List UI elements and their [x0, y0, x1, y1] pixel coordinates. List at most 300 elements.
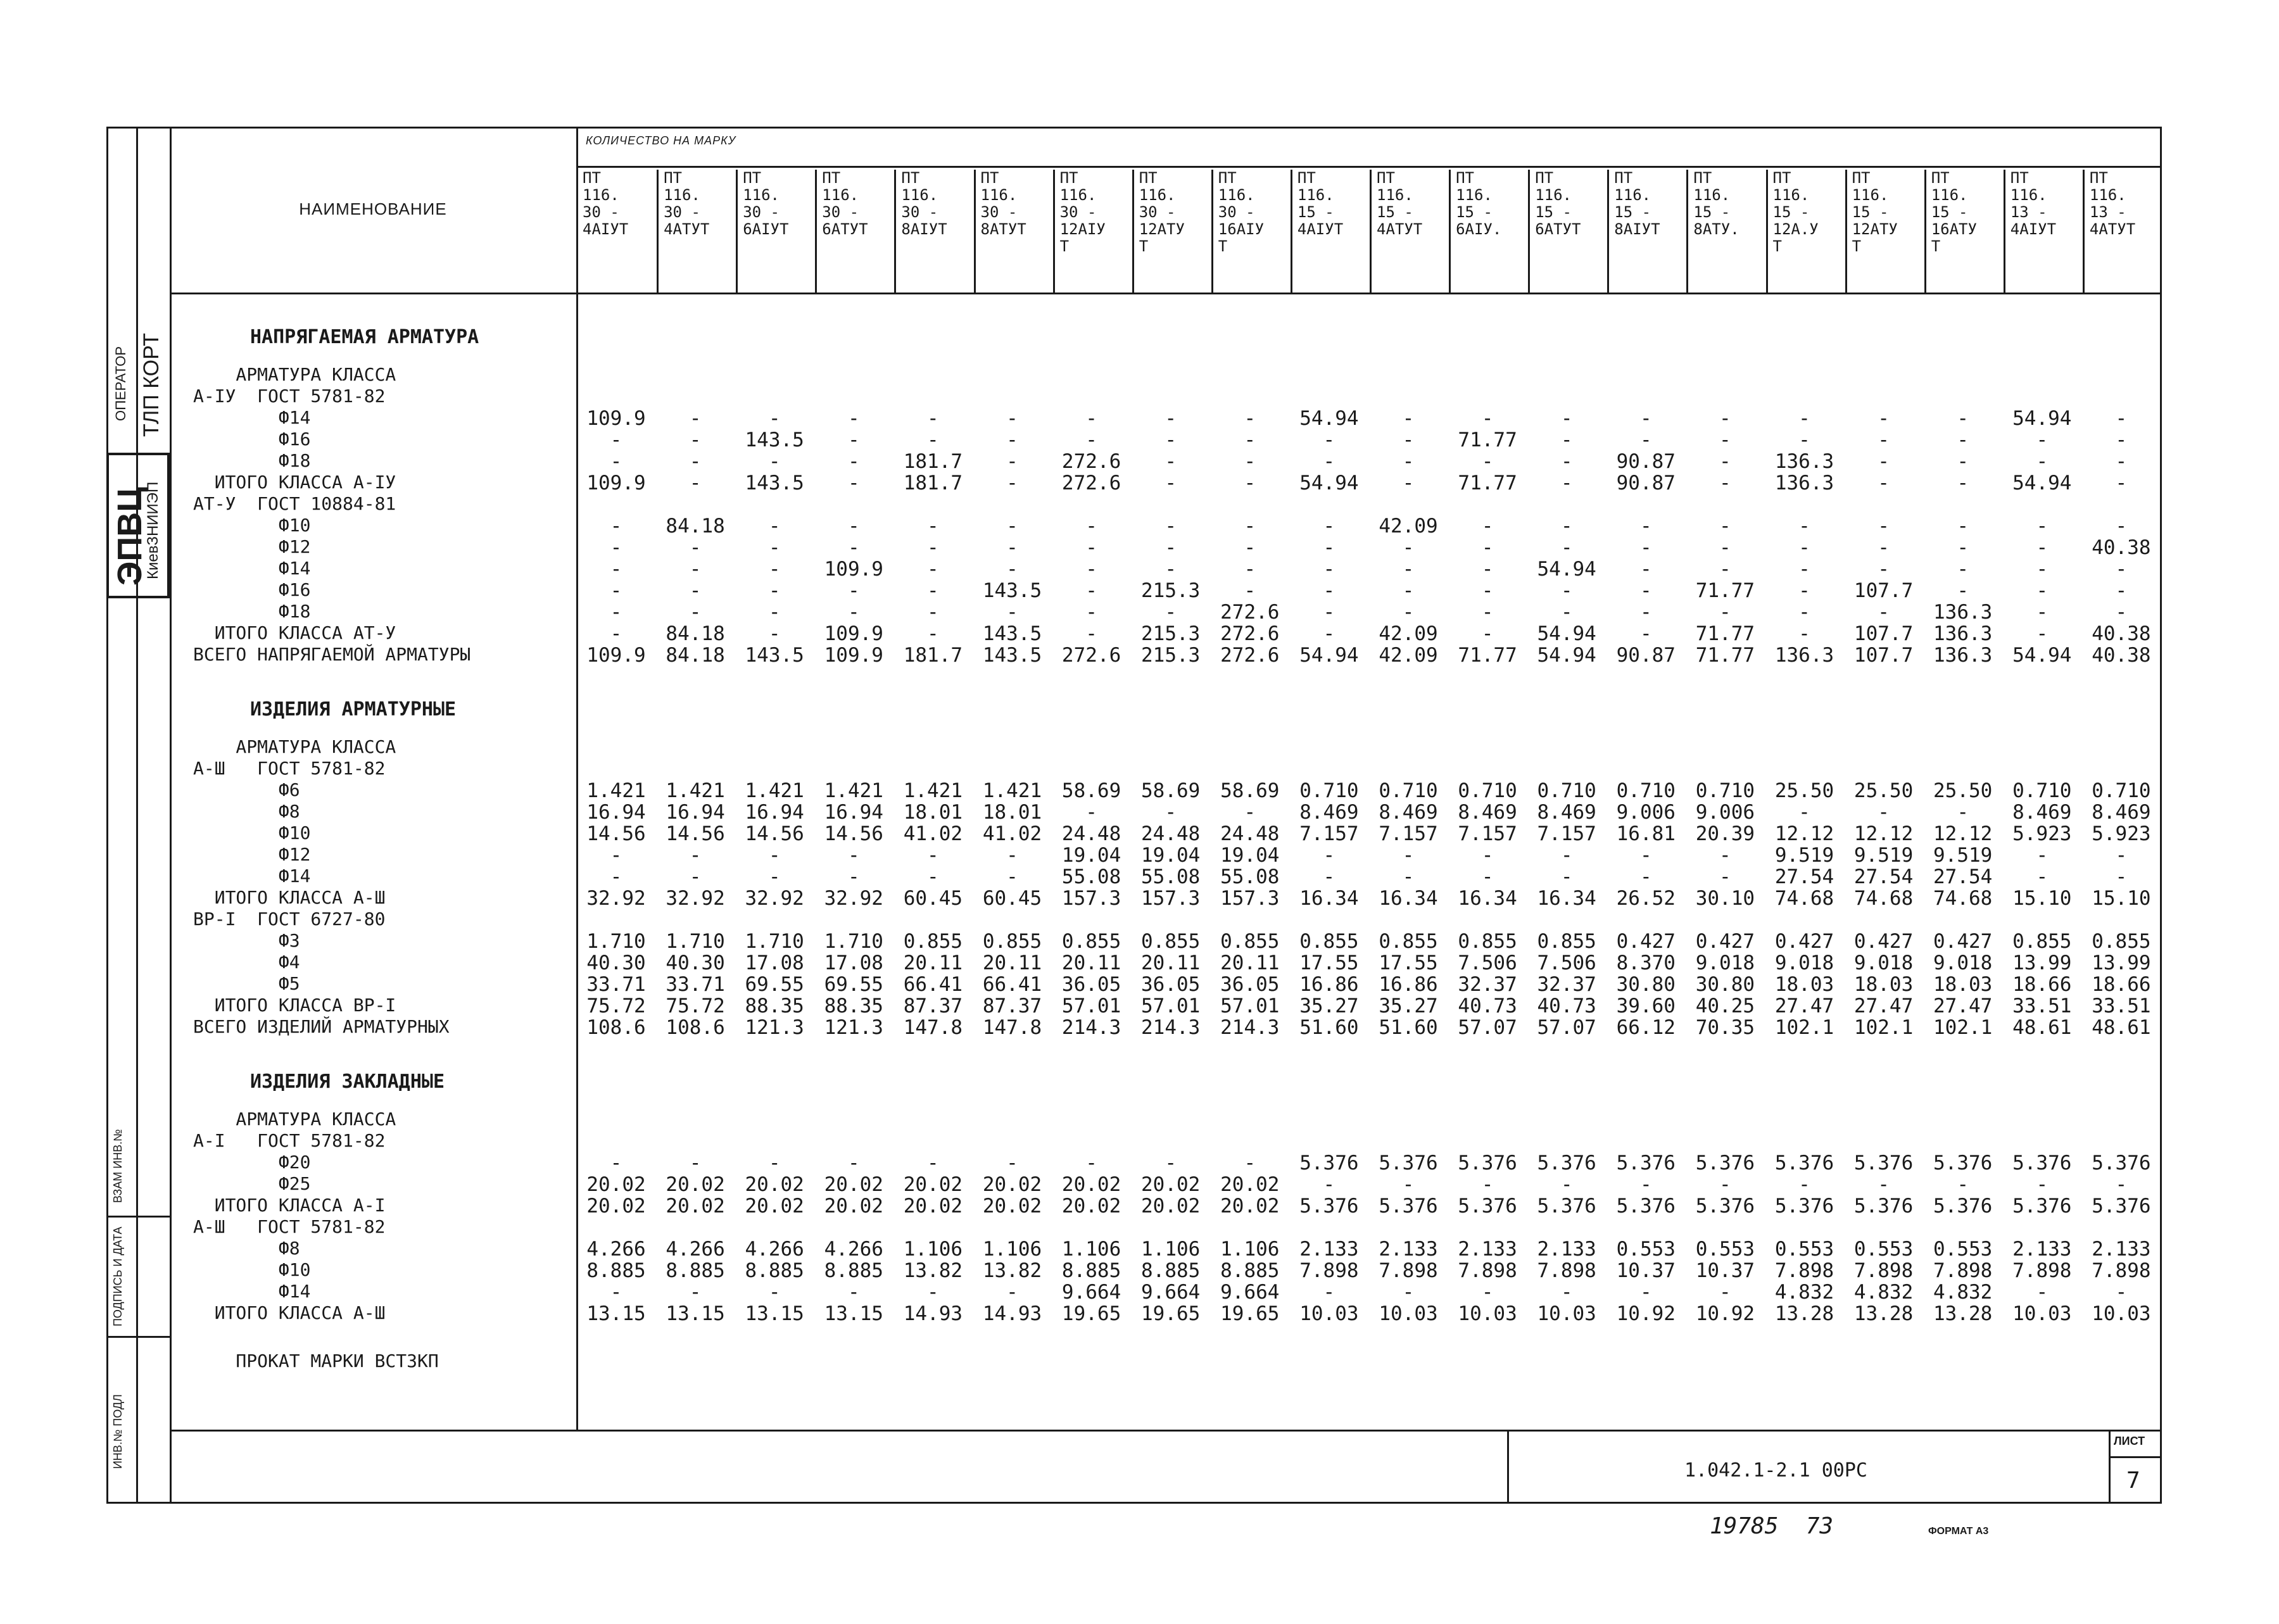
table-cell: 33.51 [2012, 995, 2072, 1017]
table-cell: - [1878, 450, 1890, 473]
table-cell: 0.855 [1458, 930, 1517, 953]
table-cell: - [1165, 515, 1177, 538]
table-cell: 2.133 [1537, 1238, 1596, 1261]
table-cell: - [768, 536, 781, 559]
table-cell: 30.10 [1695, 887, 1755, 910]
table-cell: - [1560, 536, 1573, 559]
table-cell: 109.9 [824, 644, 883, 667]
table-cell: - [768, 558, 781, 581]
table-cell: - [689, 866, 702, 888]
table-cell: 8.370 [1616, 952, 1676, 974]
table-cell: - [1006, 844, 1018, 867]
table-cell: - [1719, 844, 1731, 867]
table-cell: 70.35 [1695, 1016, 1755, 1039]
table-cell: - [1085, 407, 1097, 430]
table-cell: 5.376 [2012, 1152, 2072, 1174]
table-cell: 40.73 [1537, 995, 1596, 1017]
row-label: ВСЕГО ИЗДЕЛИЙ АРМАТУРНЫХ [193, 1016, 450, 1037]
table-cell: 36.05 [1141, 973, 1201, 996]
table-cell: - [1957, 536, 1969, 559]
side-field-inv-orig: ИНВ.№ ПОДЛ [111, 1394, 124, 1469]
row-label: Ф18 [193, 601, 311, 622]
strip-divider-2 [170, 127, 172, 1504]
table-cell: 20.02 [1061, 1173, 1121, 1196]
table-cell: 136.3 [1933, 622, 1993, 645]
footer-divider [1507, 1430, 1509, 1504]
footer-sheet-line [2109, 1456, 2162, 1458]
table-cell: 136.3 [1933, 644, 1993, 667]
table-cell: 7.898 [2092, 1259, 2151, 1282]
table-cell: - [1323, 429, 1335, 451]
table-cell: - [1006, 1281, 1018, 1304]
table-cell: 9.664 [1220, 1281, 1280, 1304]
table-cell: 0.855 [2092, 930, 2151, 953]
mark-header-12: ПТ 116. 15 - 6АIУ. [1449, 170, 1528, 294]
table-cell: - [689, 558, 702, 581]
table-cell: 36.05 [1220, 973, 1280, 996]
row-label: А-Ш ГОСТ 5781-82 [193, 1216, 386, 1237]
table-cell: - [2115, 844, 2128, 867]
row-label: Ф20 [193, 1152, 311, 1173]
table-cell: - [1244, 407, 1256, 430]
table-cell: 74.68 [1774, 887, 1834, 910]
mark-header-9: ПТ 116. 30 - 16АIУ Т [1211, 170, 1291, 294]
table-cell: 20.11 [1141, 952, 1201, 974]
table-cell: - [1560, 1281, 1573, 1304]
table-cell: 143.5 [745, 472, 804, 494]
table-cell: 0.553 [1695, 1238, 1755, 1261]
table-cell: - [1006, 558, 1018, 581]
table-cell: 51.60 [1379, 1016, 1438, 1039]
table-cell: - [2036, 601, 2049, 624]
table-cell: - [927, 558, 939, 581]
table-cell: 71.77 [1695, 579, 1755, 602]
table-cell: 109.9 [586, 644, 646, 667]
row-label: ИТОГО КЛАССА А-Ш [193, 1302, 386, 1323]
table-cell: 84.18 [666, 644, 725, 667]
table-cell: - [1481, 1281, 1494, 1304]
table-cell: 12.12 [1853, 822, 1914, 845]
table-cell: - [2115, 866, 2128, 888]
table-cell: 8.885 [745, 1259, 804, 1282]
side-org-label: ТЛП КОРТ [139, 332, 163, 437]
table-cell: 32.37 [1537, 973, 1596, 996]
table-cell: 33.71 [666, 973, 725, 996]
table-cell: - [2036, 1173, 2049, 1196]
strip-divider-1 [136, 127, 138, 1504]
table-cell: - [2115, 579, 2128, 602]
table-cell: 90.87 [1616, 472, 1676, 494]
table-cell: - [1481, 579, 1494, 602]
table-cell: 136.3 [1774, 472, 1834, 494]
table-cell: 1.710 [666, 930, 725, 953]
table-cell: 7.898 [1299, 1259, 1359, 1282]
table-cell: 9.664 [1061, 1281, 1121, 1304]
table-cell: - [1957, 515, 1969, 538]
table-cell: - [1244, 579, 1256, 602]
table-cell: 1.106 [1061, 1238, 1121, 1261]
table-cell: 42.09 [1379, 515, 1438, 538]
table-cell: 13.28 [1853, 1302, 1914, 1325]
table-cell: 4.266 [586, 1238, 646, 1261]
table-cell: 272.6 [1220, 601, 1280, 624]
sheet-number: 7 [2126, 1468, 2140, 1494]
row-label: Ф10 [193, 515, 311, 536]
table-cell: 33.71 [586, 973, 646, 996]
table-cell: - [1957, 579, 1969, 602]
table-cell: 7.898 [1774, 1259, 1834, 1282]
table-cell: 10.37 [1695, 1259, 1755, 1282]
table-cell: 10.37 [1616, 1259, 1676, 1282]
table-cell: - [2036, 515, 2049, 538]
table-cell: - [927, 515, 939, 538]
table-cell: - [689, 536, 702, 559]
table-cell: - [1560, 407, 1573, 430]
table-cell: 20.02 [903, 1195, 963, 1218]
table-cell: - [1165, 601, 1177, 624]
table-cell: 58.69 [1061, 779, 1121, 802]
table-cell: 14.56 [666, 822, 725, 845]
table-cell: 2.133 [2092, 1238, 2151, 1261]
table-cell: 0.427 [1695, 930, 1755, 953]
table-cell: 7.157 [1299, 822, 1359, 845]
table-cell: - [768, 579, 781, 602]
table-cell: - [2036, 866, 2049, 888]
table-cell: 5.376 [2012, 1195, 2072, 1218]
table-cell: 1.421 [745, 779, 804, 802]
table-cell: 0.427 [1774, 930, 1834, 953]
table-cell: - [1560, 1173, 1573, 1196]
table-cell: - [1402, 558, 1415, 581]
table-cell: - [1165, 1152, 1177, 1174]
row-label: ИТОГО КЛАССА А-IУ [193, 472, 396, 493]
table-cell: - [2115, 1173, 2128, 1196]
table-cell: - [1957, 429, 1969, 451]
table-cell: 8.469 [2012, 801, 2072, 824]
table-cell: 5.923 [2092, 822, 2151, 845]
table-cell: - [1085, 429, 1097, 451]
table-cell: - [1798, 536, 1810, 559]
table-cell: - [2036, 622, 2049, 645]
table-cell: 10.92 [1695, 1302, 1755, 1325]
table-cell: 15.10 [2092, 887, 2151, 910]
table-cell: - [1878, 515, 1890, 538]
table-cell: 60.45 [982, 887, 1042, 910]
table-cell: 2.133 [1379, 1238, 1438, 1261]
table-cell: 84.18 [666, 515, 725, 538]
table-cell: - [1719, 601, 1731, 624]
table-cell: 18.01 [903, 801, 963, 824]
table-cell: 17.08 [824, 952, 883, 974]
table-cell: 1.710 [586, 930, 646, 953]
table-cell: - [1244, 558, 1256, 581]
table-cell: - [2115, 1281, 2128, 1304]
table-cell: 57.07 [1537, 1016, 1596, 1039]
table-cell: 60.45 [903, 887, 963, 910]
table-cell: - [1560, 844, 1573, 867]
table-cell: 7.898 [1458, 1259, 1517, 1282]
table-cell: - [1006, 601, 1018, 624]
table-cell: - [610, 558, 622, 581]
side-stamp-sub: КиевЗНИИЭП [144, 481, 161, 579]
table-cell: - [1085, 579, 1097, 602]
table-cell: - [610, 866, 622, 888]
table-cell: - [1481, 866, 1494, 888]
table-cell: 13.99 [2012, 952, 2072, 974]
table-cell: 0.855 [1141, 930, 1201, 953]
table-cell: 16.86 [1299, 973, 1359, 996]
table-cell: 5.923 [2012, 822, 2072, 845]
table-cell: - [2036, 558, 2049, 581]
table-cell: 71.77 [1695, 622, 1755, 645]
table-cell: 7.898 [1379, 1259, 1438, 1282]
section-heading: ИЗДЕЛИЯ АРМАТУРНЫЕ [250, 698, 457, 721]
table-cell: 75.72 [666, 995, 725, 1017]
table-cell: - [1085, 601, 1097, 624]
mark-header-19: ПТ 116. 13 - 4АIУТ [2004, 170, 2083, 294]
row-label: Ф12 [193, 844, 311, 865]
table-cell: 20.02 [586, 1195, 646, 1218]
table-cell: 16.34 [1379, 887, 1438, 910]
table-cell: 4.832 [1853, 1281, 1914, 1304]
table-cell: 48.61 [2092, 1016, 2151, 1039]
table-cell: 39.60 [1616, 995, 1676, 1017]
table-cell: 8.885 [824, 1259, 883, 1282]
row-label: Ф4 [193, 952, 300, 973]
table-cell: 8.469 [1458, 801, 1517, 824]
table-cell: 14.93 [982, 1302, 1042, 1325]
table-cell: - [927, 579, 939, 602]
table-cell: - [1323, 1173, 1335, 1196]
table-cell: 54.94 [2012, 407, 2072, 430]
table-cell: 9.018 [1774, 952, 1834, 974]
table-cell: 9.018 [1933, 952, 1993, 974]
table-cell: - [2036, 1281, 2049, 1304]
table-cell: 54.94 [1299, 407, 1359, 430]
table-cell: - [1560, 515, 1573, 538]
table-cell: 1.421 [903, 779, 963, 802]
table-cell: 20.02 [1220, 1173, 1280, 1196]
table-cell: - [1719, 558, 1731, 581]
table-cell: 13.28 [1774, 1302, 1834, 1325]
row-label: ПРОКАТ МАРКИ ВСТЗКП [193, 1350, 439, 1371]
table-cell: - [1639, 429, 1652, 451]
table-cell: 10.92 [1616, 1302, 1676, 1325]
table-cell: 20.39 [1695, 822, 1755, 845]
table-cell: 57.01 [1061, 995, 1121, 1017]
table-cell: - [927, 622, 939, 645]
table-cell: - [1085, 515, 1097, 538]
table-cell: 0.427 [1933, 930, 1993, 953]
table-cell: - [1957, 558, 1969, 581]
table-cell: - [927, 1281, 939, 1304]
row-label: А-IУ ГОСТ 5781-82 [193, 386, 386, 406]
table-cell: 1.106 [1141, 1238, 1201, 1261]
qty-header: КОЛИЧЕСТВО НА МАРКУ [586, 134, 736, 147]
table-cell: - [927, 866, 939, 888]
table-cell: 54.94 [2012, 472, 2072, 494]
table-cell: 8.885 [666, 1259, 725, 1282]
table-cell: - [1323, 866, 1335, 888]
table-cell: - [1719, 407, 1731, 430]
table-cell: 5.376 [1853, 1152, 1914, 1174]
table-cell: - [768, 844, 781, 867]
table-cell: 136.3 [1774, 450, 1834, 473]
format-label: ФОРМАТ А3 [1928, 1526, 1989, 1537]
table-cell: - [1165, 450, 1177, 473]
table-cell: 9.519 [1853, 844, 1914, 867]
table-cell: 9.006 [1695, 801, 1755, 824]
table-cell: 27.47 [1774, 995, 1834, 1017]
table-cell: - [610, 601, 622, 624]
table-cell: 4.266 [745, 1238, 804, 1261]
table-cell: 0.710 [1616, 779, 1676, 802]
table-cell: - [1878, 472, 1890, 494]
table-cell: - [1481, 844, 1494, 867]
table-cell: 54.94 [1299, 472, 1359, 494]
table-cell: - [1402, 407, 1415, 430]
table-cell: - [1798, 558, 1810, 581]
table-cell: - [2036, 579, 2049, 602]
table-cell: 57.07 [1458, 1016, 1517, 1039]
table-cell: - [610, 515, 622, 538]
table-cell: 20.02 [1141, 1195, 1201, 1218]
table-cell: 136.3 [1774, 644, 1834, 667]
table-cell: 5.376 [1379, 1152, 1438, 1174]
table-cell: 54.94 [1537, 622, 1596, 645]
table-cell: 12.12 [1933, 822, 1993, 845]
table-cell: - [1639, 1173, 1652, 1196]
table-cell: 272.6 [1061, 472, 1121, 494]
table-cell: 5.376 [1933, 1195, 1993, 1218]
table-cell: - [847, 536, 860, 559]
table-cell: 7.506 [1537, 952, 1596, 974]
table-cell: 107.7 [1853, 579, 1914, 602]
table-cell: - [1006, 407, 1018, 430]
table-cell: - [2036, 844, 2049, 867]
table-cell: - [1798, 515, 1810, 538]
table-cell: - [1878, 558, 1890, 581]
table-cell: 20.02 [903, 1173, 963, 1196]
table-cell: 109.9 [586, 407, 646, 430]
mark-header-18: ПТ 116. 15 - 16АТУ Т [1924, 170, 2004, 294]
table-cell: 0.855 [1061, 930, 1121, 953]
table-cell: 40.38 [2092, 644, 2151, 667]
row-label: АТ-У ГОСТ 10884-81 [193, 493, 396, 514]
table-cell: - [1957, 472, 1969, 494]
table-cell: 0.855 [2012, 930, 2072, 953]
table-cell: - [1085, 801, 1097, 824]
table-cell: - [1481, 515, 1494, 538]
table-cell: - [1402, 1173, 1415, 1196]
table-cell: 109.9 [824, 558, 883, 581]
mark-header-5: ПТ 116. 30 - 8АIУТ [894, 170, 973, 294]
row-label: Ф6 [193, 779, 300, 800]
table-cell: 181.7 [903, 644, 963, 667]
table-cell: - [1165, 536, 1177, 559]
table-cell: - [1323, 601, 1335, 624]
table-cell: 18.03 [1933, 973, 1993, 996]
table-cell: - [847, 601, 860, 624]
table-cell: 13.82 [903, 1259, 963, 1282]
table-cell: 1.421 [666, 779, 725, 802]
table-cell: 9.018 [1853, 952, 1914, 974]
table-cell: 24.48 [1061, 822, 1121, 845]
row-label: Ф18 [193, 450, 311, 471]
table-cell: 71.77 [1458, 429, 1517, 451]
table-cell: - [1560, 601, 1573, 624]
table-cell: - [847, 429, 860, 451]
table-cell: 55.08 [1220, 866, 1280, 888]
table-cell: 2.133 [1299, 1238, 1359, 1261]
table-cell: - [1560, 472, 1573, 494]
table-cell: - [1719, 536, 1731, 559]
table-cell: 5.376 [1774, 1195, 1834, 1218]
table-cell: 16.34 [1537, 887, 1596, 910]
table-cell: 20.02 [1220, 1195, 1280, 1218]
table-cell: - [1402, 472, 1415, 494]
table-cell: 40.38 [2092, 536, 2151, 559]
table-cell: - [1481, 558, 1494, 581]
doc-code: 1.042.1-2.1 00РС [1684, 1459, 1867, 1482]
table-cell: 40.25 [1695, 995, 1755, 1017]
table-cell: - [847, 579, 860, 602]
table-cell: - [1323, 515, 1335, 538]
side-field-inv: ВЗАМ ИНВ.№ [111, 1129, 124, 1203]
table-cell: 5.376 [1458, 1152, 1517, 1174]
table-cell: 5.376 [2092, 1195, 2151, 1218]
table-cell: 1.421 [824, 779, 883, 802]
row-label: Ф14 [193, 866, 311, 886]
table-cell: - [2036, 429, 2049, 451]
table-cell: 7.898 [1933, 1259, 1993, 1282]
row-label: Ф14 [193, 407, 311, 428]
table-cell: 5.376 [1933, 1152, 1993, 1174]
table-cell: - [1639, 407, 1652, 430]
table-cell: - [2115, 429, 2128, 451]
table-cell: 20.02 [982, 1173, 1042, 1196]
table-cell: - [610, 1152, 622, 1174]
table-cell: - [768, 515, 781, 538]
table-cell: - [1085, 622, 1097, 645]
table-cell: 7.157 [1537, 822, 1596, 845]
table-cell: - [1085, 1152, 1097, 1174]
table-cell: - [1165, 801, 1177, 824]
table-cell: 66.41 [982, 973, 1042, 996]
table-cell: - [1085, 536, 1097, 559]
table-cell: - [1878, 1173, 1890, 1196]
row-label: АРМАТУРА КЛАССА [193, 364, 396, 385]
mark-header-1: ПТ 116. 30 - 4АIУТ [583, 169, 629, 238]
table-cell: - [1639, 866, 1652, 888]
table-cell: - [1481, 536, 1494, 559]
table-cell: 14.93 [903, 1302, 963, 1325]
table-cell: 42.09 [1379, 622, 1438, 645]
table-cell: 5.376 [1299, 1152, 1359, 1174]
table-cell: 143.5 [982, 644, 1042, 667]
table-cell: 13.15 [824, 1302, 883, 1325]
table-cell: 40.30 [586, 952, 646, 974]
table-cell: 272.6 [1220, 622, 1280, 645]
table-cell: - [1323, 622, 1335, 645]
table-cell: - [2115, 601, 2128, 624]
table-cell: - [847, 515, 860, 538]
table-cell: - [768, 622, 781, 645]
table-cell: 40.73 [1458, 995, 1517, 1017]
table-cell: 0.710 [1458, 779, 1517, 802]
table-cell: - [1165, 472, 1177, 494]
handwritten-number: 19785 73 [1710, 1513, 1834, 1539]
